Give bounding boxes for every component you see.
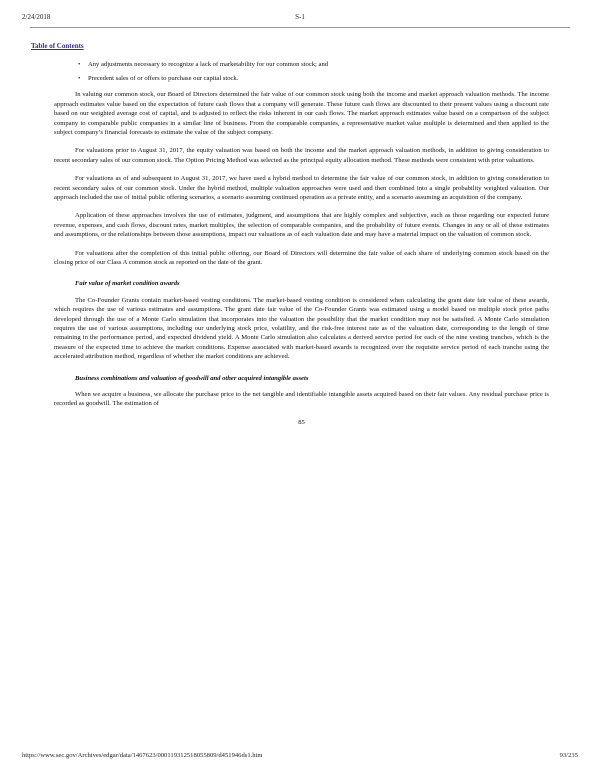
document-body — [54, 60, 549, 427]
paragraph-prior-valuations: For valuations prior to August 31, 2017, the equity valuation was based on both the income and the market approach valuation methods, in addition to giving consideration to recent secondary sales of our common stock. The Option Pricing Method was selected as the principal equity allocation method. These methods were consistent with prior valuations. — [54, 147, 549, 164]
header-divider — [30, 27, 570, 28]
bullet-icon: • — [78, 74, 81, 82]
section-heading-market-condition: Fair value of market condition awards — [75, 280, 180, 288]
page-count: 93/235 — [559, 752, 578, 759]
print-header — [22, 13, 578, 25]
paragraph-application: Application of these approaches involves the use of estimates, judgment, and assumptions that are highly complex and subjective, such as those regarding our expected future revenue, expenses, and cash flows, discount rates, market multiples, the selection of comparable companies, and the probability of future events. Changes in any or all of these estimates and assumptions, or the relationships between those assumptions, impact our valuations as of each valuation date and may have a material impact on the valuation of common stock. — [54, 212, 549, 239]
print-date: 2/24/2018 — [22, 13, 51, 21]
table-of-contents-link[interactable]: Table of Contents — [31, 42, 84, 50]
bullet-item — [54, 60, 549, 69]
bullet-text: Precedent sales of or offers to purchase our capital stock. — [88, 74, 239, 82]
paragraph-market-condition: The Co-Founder Grants contain market-based vesting conditions. The market-based vesting condition is considered when calculating the grant date fair value of these awards, which requires the use of various estimates and assumptions. The grant date fair value of the Co-Founder Grants was estimated using a model based on multiple stock price paths developed through the use of a Monte Carlo simulation that incorporates into the valuation the possibility that the market condition may not be satisfied. A Monte Carlo simulation requires the use of various assumptions, including our underlying stock price, volatility, and the risk-free interest rate as of the valuation date, corresponding to the length of time remaining in the performance period, and expected dividend yield. A Monte Carlo simulation also calculates a derived service period for each of the nine vesting tranches, which is the measure of the expected time to achieve the market conditions. Expense associated with market-based awards is recognized over the requisite service period of each tranche using the accelerated attribution method, regardless of whether the market conditions are achieved. — [54, 296, 549, 361]
bullet-list — [54, 60, 549, 83]
print-title: S-1 — [295, 13, 305, 21]
paragraph-post-ipo: For valuations after the completion of this initial public offering, our Board of Directors will determine the fair value of each share of underlying common stock based on the closing price of our Class A common stock as reported on the date of the grant. — [54, 249, 549, 266]
bullet-text: Any adjustments necessary to recognize a lack of marketability for our common stock; and — [88, 61, 329, 68]
paragraph-hybrid-method: For valuations as of and subsequent to August 31, 2017, we have used a hybrid method to determine the fair value of our common stock, in addition to giving consideration to recent secondary sales of our common stock. Under the hybrid method, multiple valuation approaches were used and then combined into a single probability weighted valuation. Our approach included the use of initial public offering scenarios, a scenario assuming continued operation as a private entity, and a scenario assuming an acquisition of the company. — [54, 175, 549, 201]
bullet-item — [54, 74, 549, 83]
page-number: 85 — [298, 418, 305, 426]
section-heading-business-combinations: Business combinations and valuation of goodwill and other acquired intangible assets — [75, 374, 309, 382]
paragraph-valuation-methods: In valuing our common stock, our Board of Directors determined the fair value of our common stock using both the income and market approach valuation methods. The income approach estimates value based on the expectation of future cash flows that a company will generate. These future cash flows are discounted to their present values using a discount rate based on our weighted average cost of capital, and is adjusted to reflect the risks inherent in our cash flows. The market approach estimates value based on a comparison of the subject company to comparable public companies in a similar line of business. From the comparable companies, a representative market value multiple is determined and then applied to the subject company’s financial forecasts to estimate the value of the subject company. — [54, 91, 549, 136]
source-url: https://www.sec.gov/Archives/edgar/data/1467623/000119312518055809/d451946ds1.htm — [22, 752, 263, 759]
bullet-icon: • — [78, 61, 81, 68]
paragraph-business-combinations: When we acquire a business, we allocate the purchase price to the net tangible and identifiable intangible assets acquired based on their fair values. Any residual purchase price is recorded as goodwill. The estimation of — [54, 391, 549, 408]
